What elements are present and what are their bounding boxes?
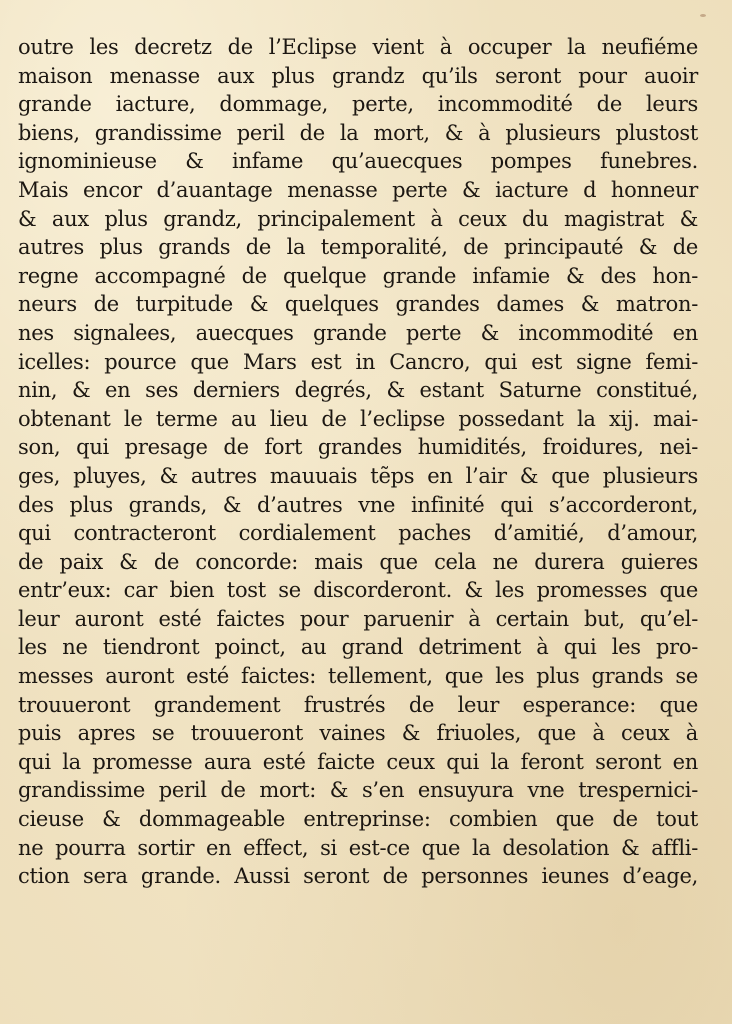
text-line: leur auront esté faictes pour paruenir à certain but, qu’el-: [18, 606, 698, 631]
text-line: icelles: pource que Mars est in Cancro, qui est signe femi-: [18, 349, 698, 374]
text-line: qui la promesse aura esté faicte ceux qui la feront seront en: [18, 749, 698, 774]
text-line: biens, grandissime peril de la mort, & à plusieurs plustost: [18, 120, 698, 145]
text-line: ignominieuse & infame qu’auecques pompes funebres.: [18, 149, 698, 174]
page-text: [18, 33, 698, 891]
text-line: entr’eux: car bien tost se discorderont. & les promesses que: [18, 578, 698, 603]
text-line: grande iacture, dommage, perte, incommodité de leurs: [18, 92, 698, 117]
text-line: son, qui presage de fort grandes humidités, froidures, nei-: [18, 435, 698, 460]
text-line: les ne tiendront poinct, au grand detriment à qui les pro-: [18, 635, 698, 660]
page-stains: [692, 0, 732, 1024]
text-line: de paix & de concorde: mais que cela ne durera guieres: [18, 549, 698, 574]
text-line: autres plus grands de la temporalité, de principauté & de: [18, 235, 698, 260]
text-line: outre les decretz de l’Eclipse vient à occuper la neufiéme: [18, 35, 698, 59]
text-line: messes auront esté faictes: tellement, que les plus grands se: [18, 664, 698, 689]
text-line: puis apres se trouueront vaines & friuoles, que à ceux à: [18, 721, 698, 746]
text-line: neurs de turpitude & quelques grandes dames & matron-: [18, 292, 698, 317]
text-line: ne pourra sortir en effect, si est-ce que la desolation & affli-: [18, 835, 698, 860]
text-line: maison menasse aux plus grandz qu’ils seront pour auoir: [18, 63, 698, 88]
text-line: & aux plus grandz, principalement à ceux du magistrat &: [18, 206, 698, 231]
text-line: regne accompagné de quelque grande infamie & des hon-: [18, 263, 698, 288]
text-line: ction sera grande. Aussi seront de personnes ieunes d’eage,: [18, 864, 698, 889]
text-line: trouueront grandement frustrés de leur esperance: que: [18, 692, 698, 717]
text-line: qui contracteront cordialement paches d’amitié, d’amour,: [18, 521, 698, 546]
ink-spot: [700, 14, 706, 17]
text-line: obtenant le terme au lieu de l’eclipse possedant la xij. mai-: [18, 406, 698, 431]
text-line: des plus grands, & d’autres vne infinité qui s’accorderont,: [18, 492, 698, 517]
text-line: grandissime peril de mort: & s’en ensuyura vne trespernici-: [18, 778, 698, 803]
text-line: ges, pluyes, & autres mauuais tẽps en l’air & que plusieurs: [18, 463, 698, 488]
text-line: nes signalees, auecques grande perte & incommodité en: [18, 320, 698, 345]
text-line: cieuse & dommageable entreprinse: combien que de tout: [18, 807, 698, 832]
text-line: nin, & en ses derniers degrés, & estant Saturne constitué,: [18, 378, 698, 403]
text-line: Mais encor d’auantage menasse perte & iacture d honneur: [18, 177, 698, 202]
